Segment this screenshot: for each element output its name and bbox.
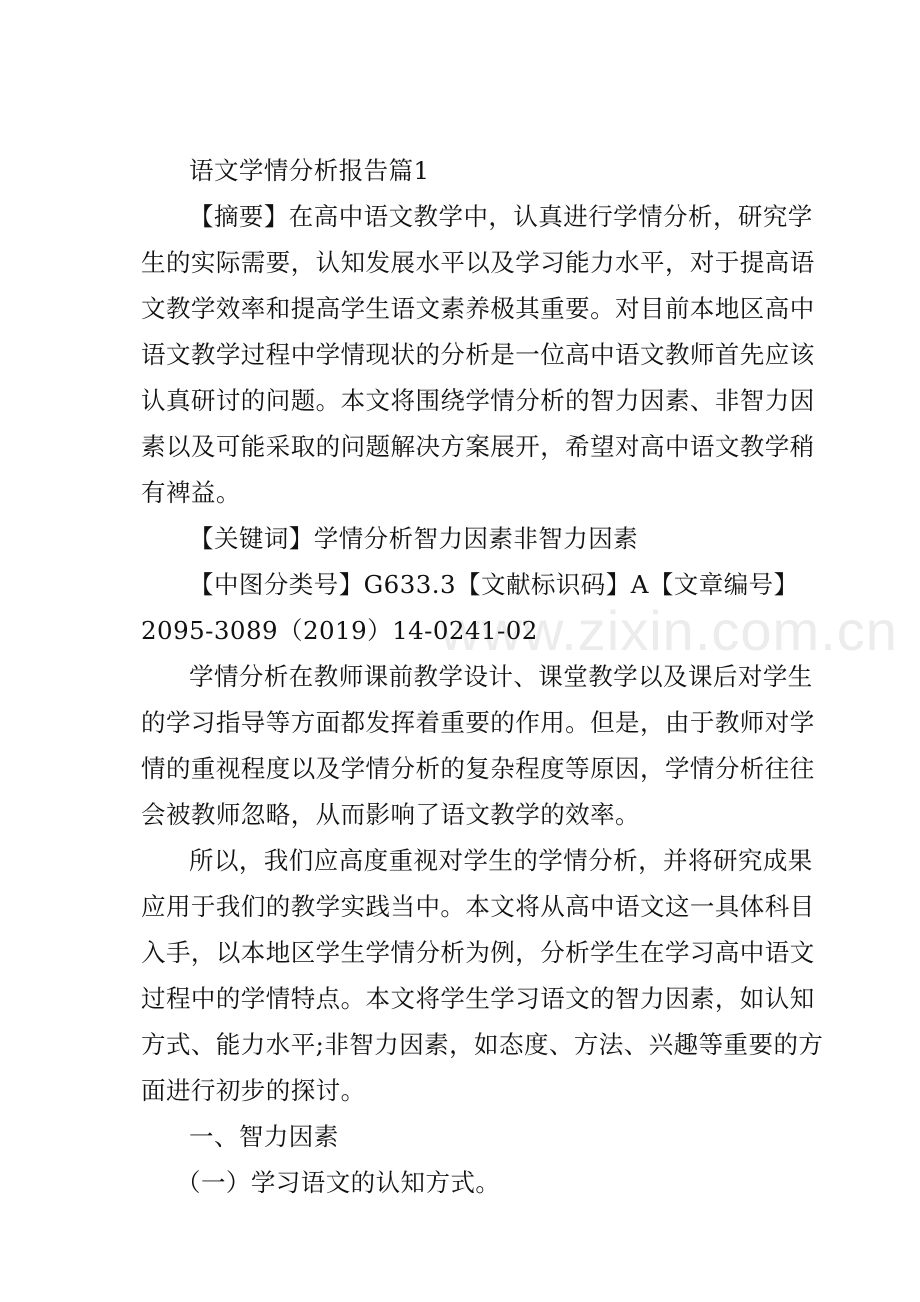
paragraph-line: 方式、能力水平;非智力因素，如态度、方法、兴趣等重要的方 xyxy=(141,1030,824,1059)
paragraph-line: 面进行初步的探讨。 xyxy=(141,1076,366,1105)
abstract-line: 素以及可能采取的问题解决方案展开，希望对高中语文教学稍 xyxy=(141,432,815,461)
subsection-heading: （一）学习语文的认知方式。 xyxy=(176,1168,501,1197)
paragraph-line: 的学习指导等方面都发挥着重要的作用。但是，由于教师对学 xyxy=(141,708,815,737)
classification-line: 【中图分类号】G633.3【文献标识码】A【文章编号】 xyxy=(189,570,799,599)
paragraph-line: 情的重视程度以及学情分析的复杂程度等原因，学情分析往往 xyxy=(141,754,815,783)
watermark: www.zixin.com.cn xyxy=(440,599,898,662)
paragraph-line: 入手，以本地区学生学情分析为例，分析学生在学习高中语文 xyxy=(141,938,815,967)
document-title: 语文学情分析报告篇1 xyxy=(189,156,430,185)
abstract-line: 认真研讨的问题。本文将围绕学情分析的智力因素、非智力因 xyxy=(141,386,815,415)
abstract-line: 生的实际需要，认知发展水平以及学习能力水平，对于提高语 xyxy=(141,248,815,277)
abstract-line: 有裨益。 xyxy=(141,478,241,507)
abstract-line: 文教学效率和提高学生语文素养极其重要。对目前本地区高中 xyxy=(141,294,815,323)
section-heading: 一、智力因素 xyxy=(189,1122,339,1151)
paragraph-line: 应用于我们的教学实践当中。本文将从高中语文这一具体科目 xyxy=(141,892,815,921)
paragraph-line: 过程中的学情特点。本文将学生学习语文的智力因素，如认知 xyxy=(141,984,815,1013)
paragraph-line: 学情分析在教师课前教学设计、课堂教学以及课后对学生 xyxy=(189,662,813,691)
paragraph-line: 所以，我们应高度重视对学生的学情分析，并将研究成果 xyxy=(189,846,813,875)
paragraph-line: 会被教师忽略，从而影响了语文教学的效率。 xyxy=(141,800,640,829)
abstract-line: 语文教学过程中学情现状的分析是一位高中语文教师首先应该 xyxy=(141,340,815,369)
classification-line: 2095-3089（2019）14-0241-02 xyxy=(141,616,538,645)
abstract-line: 【摘要】在高中语文教学中，认真进行学情分析，研究学 xyxy=(189,202,813,231)
keywords-line: 【关键词】学情分析智力因素非智力因素 xyxy=(189,524,639,553)
